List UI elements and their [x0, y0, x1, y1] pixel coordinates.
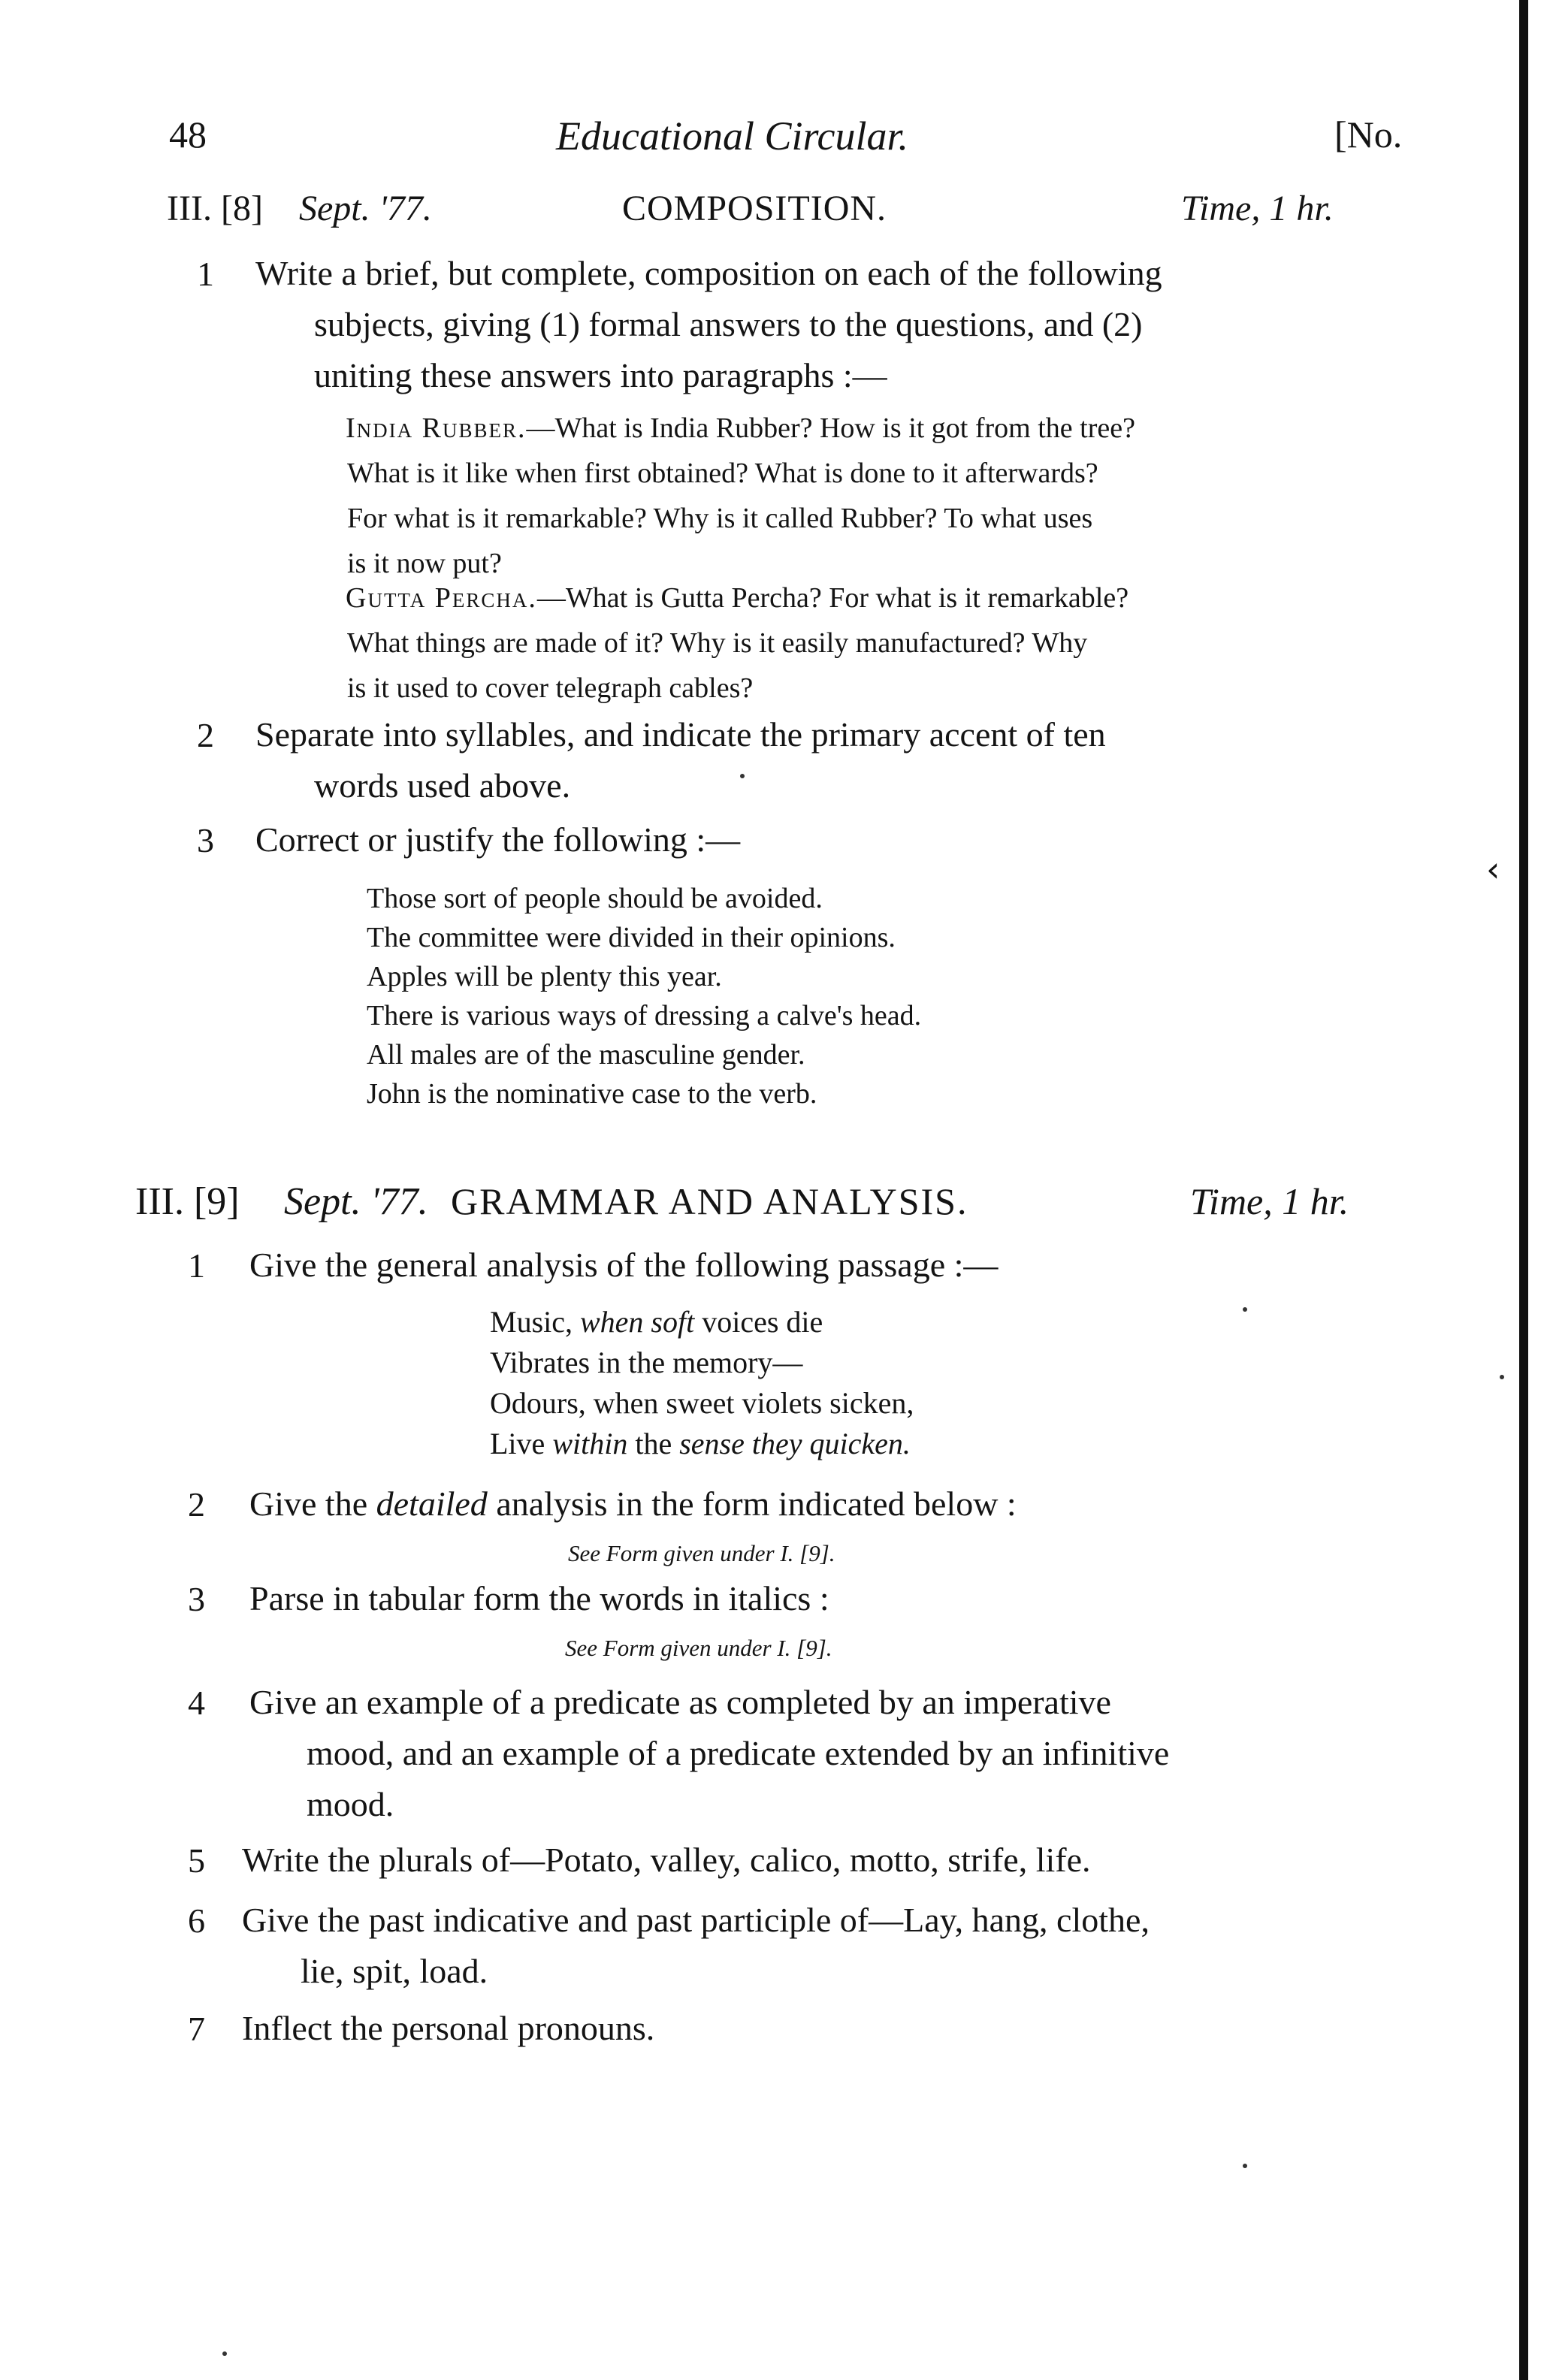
- sentence: Those sort of people should be avoided.: [367, 883, 823, 914]
- india-rubber-text: —What is India Rubber? How is it got from the tree?: [526, 412, 1135, 444]
- composition-time: Time, 1 hr.: [1181, 189, 1334, 228]
- poem-line: [490, 1421, 911, 1466]
- poem-italic-word: within: [552, 1427, 628, 1460]
- gutta-percha-text: What things are made of it? Why is it easily manufactured? Why: [347, 627, 1088, 659]
- india-rubber-first-line: [346, 406, 1135, 451]
- question-number: 5: [188, 1841, 205, 1880]
- question-text: Give the past indicative and past participle of—Lay, hang, clothe,: [242, 1901, 1150, 1939]
- india-rubber-text: For what is it remarkable? Why is it called Rubber? To what uses: [347, 503, 1093, 534]
- question-text: Separate into syllables, and indicate the primary accent of ten: [255, 715, 1106, 754]
- grammar-ref: III. [9]: [135, 1180, 240, 1223]
- question-text: Inflect the personal pronouns.: [242, 2009, 655, 2047]
- binding-edge-line: [1519, 0, 1528, 2380]
- question-number: 3: [188, 1580, 205, 1618]
- ink-speck: [740, 774, 745, 778]
- question-number: 1: [188, 1246, 205, 1285]
- form-reference-note: See Form given under I. [9].: [565, 1635, 832, 1661]
- question-number: 3: [197, 821, 214, 859]
- sentence: All males are of the masculine gender.: [367, 1039, 805, 1071]
- question-number: 4: [188, 1684, 205, 1722]
- india-rubber-text: is it now put?: [347, 548, 502, 579]
- question-text: Parse in tabular form the words in italics :: [249, 1579, 829, 1617]
- page-number: 48: [169, 113, 207, 156]
- question-text: Correct or justify the following :—: [255, 820, 741, 859]
- composition-date: Sept. '77.: [299, 189, 432, 228]
- form-reference-note: See Form given under I. [9].: [568, 1540, 835, 1566]
- grammar-date: Sept. '77.: [284, 1180, 428, 1223]
- composition-title: COMPOSITION.: [622, 189, 887, 228]
- poem-word: Music,: [490, 1305, 580, 1339]
- poem-word: Live: [490, 1427, 553, 1460]
- poem-line: [490, 1300, 823, 1345]
- sentence: Apples will be plenty this year.: [367, 961, 722, 992]
- ink-speck: [1500, 1375, 1504, 1379]
- question-text: Give the general analysis of the following passage :—: [249, 1246, 999, 1284]
- question-text: Write a brief, but complete, composition on each of the following: [255, 254, 1162, 292]
- margin-arrow-icon: ‹: [1486, 849, 1500, 889]
- question-text: [249, 1478, 1017, 1530]
- ink-speck: [1243, 2164, 1247, 2168]
- gutta-percha-heading: Gutta Percha.: [346, 582, 537, 614]
- question-text-part: analysis in the form indicated below :: [487, 1484, 1017, 1523]
- question-text: lie, spit, load.: [301, 1952, 488, 1990]
- question-number: 6: [188, 1901, 205, 1940]
- composition-ref: III. [8]: [167, 189, 263, 228]
- poem-line: Vibrates in the memory—: [490, 1346, 803, 1379]
- question-italic-word: detailed: [376, 1484, 488, 1523]
- gutta-percha-text: is it used to cover telegraph cables?: [347, 672, 754, 704]
- gutta-percha-first-line: [346, 575, 1129, 621]
- question-text: uniting these answers into paragraphs :—: [314, 356, 887, 394]
- question-text: mood.: [307, 1785, 394, 1823]
- sentence: The committee were divided in their opinions.: [367, 922, 896, 953]
- sentence: There is various ways of dressing a calve's head.: [367, 1000, 922, 1031]
- question-number: 7: [188, 2010, 205, 2048]
- poem-word: voices die: [694, 1305, 823, 1339]
- question-text: words used above.: [314, 766, 571, 805]
- gutta-percha-text: —What is Gutta Percha? For what is it remarkable?: [536, 582, 1129, 614]
- poem-italic-word: when soft: [580, 1305, 695, 1339]
- poem-line: Odours, when sweet violets sicken,: [490, 1386, 914, 1420]
- poem-word: the: [627, 1427, 680, 1460]
- running-title: Educational Circular.: [556, 113, 908, 159]
- question-number: 2: [188, 1485, 205, 1524]
- question-text: Write the plurals of—Potato, valley, calico, motto, strife, life.: [242, 1841, 1091, 1879]
- question-number: 1: [197, 255, 214, 293]
- question-text-part: Give the: [249, 1484, 376, 1523]
- question-text: Give an example of a predicate as completed by an imperative: [249, 1683, 1111, 1721]
- poem-italic-word: sense they quicken.: [679, 1427, 911, 1460]
- header-right-mark: [No.: [1334, 113, 1403, 156]
- india-rubber-heading: India Rubber.: [346, 412, 527, 444]
- sentence: John is the nominative case to the verb.: [367, 1078, 817, 1110]
- grammar-title: GRAMMAR AND ANALYSIS.: [451, 1180, 968, 1222]
- india-rubber-text: What is it like when first obtained? What is done to it afterwards?: [347, 458, 1098, 489]
- grammar-time: Time, 1 hr.: [1190, 1180, 1349, 1222]
- question-text: mood, and an example of a predicate extended by an infinitive: [307, 1734, 1170, 1772]
- question-number: 2: [197, 716, 214, 754]
- ink-speck: [222, 2351, 227, 2356]
- question-text: subjects, giving (1) formal answers to the questions, and (2): [314, 305, 1143, 343]
- ink-speck: [1243, 1307, 1247, 1312]
